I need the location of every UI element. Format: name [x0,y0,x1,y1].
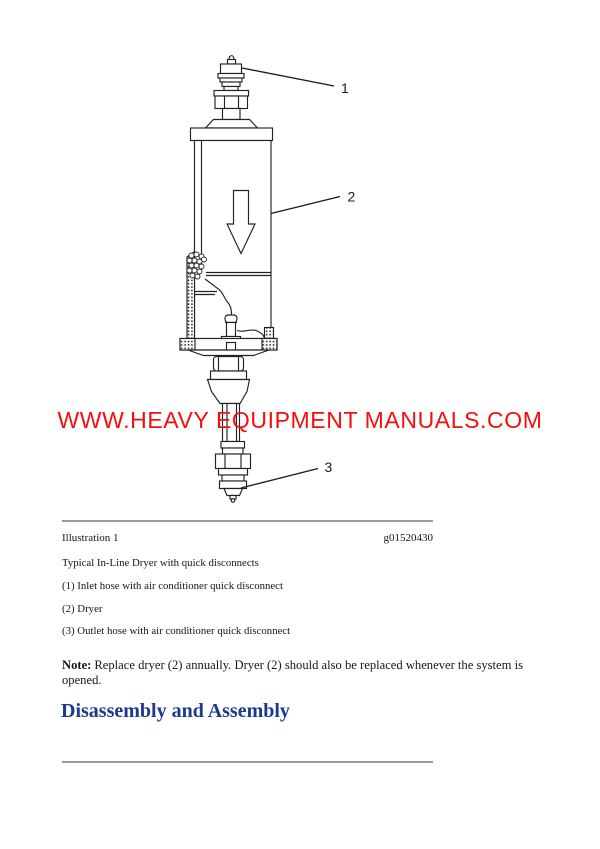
legend-item-2: (2) Dryer [62,602,103,615]
leader-line-1 [242,68,334,86]
illustration-code: g01520430 [383,531,433,544]
callout-3: 3 [324,459,333,475]
note-text-line2: opened. [62,672,102,687]
figure-caption: Typical In-Line Dryer with quick disconnects [62,557,259,569]
leader-line-2 [271,197,340,214]
note-paragraph [62,658,532,689]
legend-item-1: (1) Inlet hose with air conditioner quick disconnect [62,580,283,592]
section-heading: Disassembly and Assembly [61,700,290,722]
watermark-text: WWW.HEAVY EQUIPMENT MANUALS.COM [57,407,543,433]
leader-line-3 [241,469,318,489]
note-label: Note: [62,657,92,672]
legend-item-3: (3) Outlet hose with air conditioner quick disconnect [62,624,291,637]
inlet-quick-disconnect [206,56,258,128]
illustration-divider-rule [62,520,433,522]
note-text-line1: Replace dryer (2) annually. Dryer (2) should also be replaced whenever the system is [94,657,523,672]
section-divider-rule [62,761,433,763]
illustration-meta-row [62,532,433,544]
illustration-label: Illustration 1 [62,531,119,544]
callout-1: 1 [341,80,349,96]
callout-2: 2 [347,188,356,205]
